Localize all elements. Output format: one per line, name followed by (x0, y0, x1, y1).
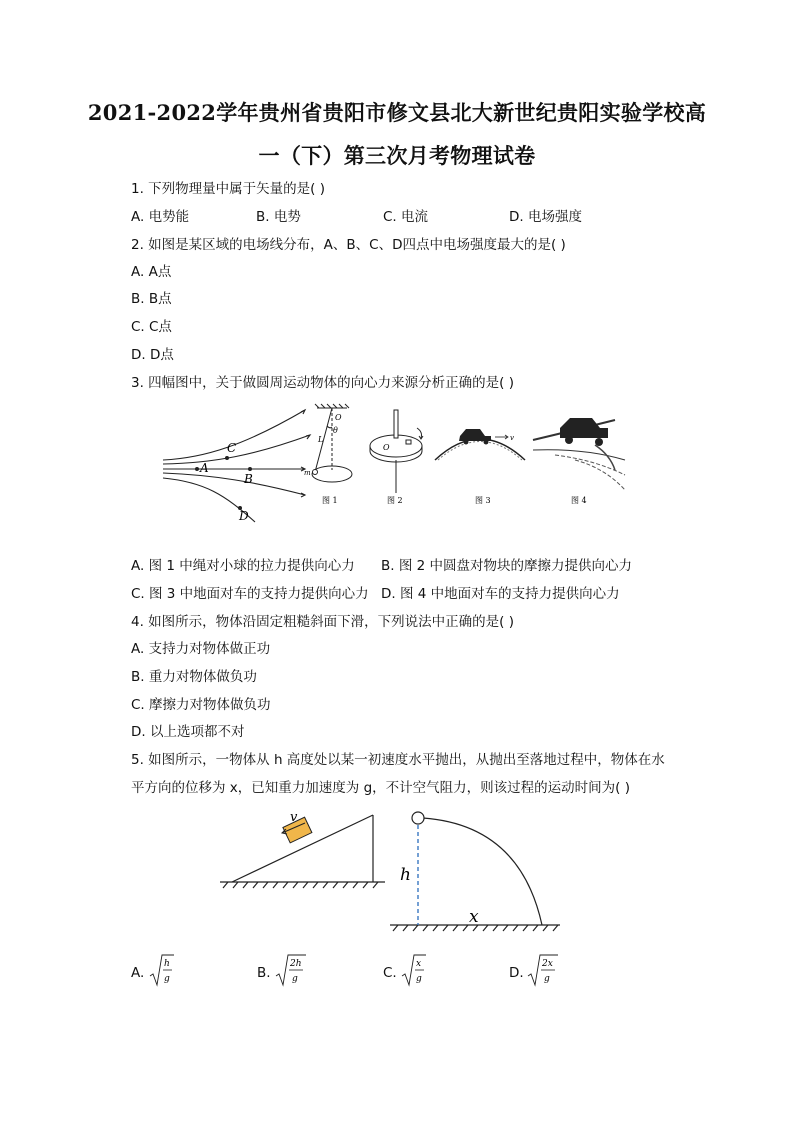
fig4-car-on-banked-road (533, 418, 625, 490)
q5-option-a-label: A. (131, 965, 145, 981)
q5-option-b-radical (276, 955, 306, 985)
q5-option-d-radical (528, 955, 558, 985)
q3-option-d: D. 图 4 中地面对车的支持力提供向心力 (381, 586, 620, 602)
incline-v-label: v (290, 810, 298, 825)
q4-option-b: B. 重力对物体做负功 (131, 669, 257, 685)
q1-option-a: A. 电势能 (131, 209, 190, 225)
sliding-block (283, 817, 312, 843)
projectile-h-label: h (400, 865, 411, 885)
point-c-label: C (227, 441, 237, 455)
fig2-rotating-disk (370, 410, 423, 493)
fig1-m-label: m (304, 469, 311, 477)
projectile-ball (412, 812, 424, 824)
point-b-label: B (244, 472, 253, 486)
q2-option-c: C. C点 (131, 319, 172, 335)
exam-title-line-2: 一（下）第三次月考物理试卷 (258, 143, 536, 168)
q5-option-c-label: C. (383, 965, 397, 981)
q1-option-b: B. 电势 (256, 209, 301, 225)
q5-option-c-numerator: x (416, 959, 422, 969)
field-lines-diagram (163, 410, 310, 522)
q2-stem: 2. 如图是某区域的电场线分布，A、B、C、D四点中电场强度最大的是( ) (131, 237, 566, 253)
q4-q5-figures (220, 805, 560, 940)
q5-stem-line-1: 5. 如图所示，一物体从 h 高度处以某一初速度水平抛出，从抛出至落地过程中，物体在水 (131, 752, 665, 768)
fig1-caption: 图 1 (322, 496, 338, 505)
q3-option-b: B. 图 2 中圆盘对物块的摩擦力提供向心力 (381, 558, 633, 574)
q5-option-d-denominator: g (544, 974, 550, 984)
fig1-o-label: O (335, 413, 342, 422)
fig2-o-label: O (383, 443, 390, 452)
fig3-caption: 图 3 (475, 496, 491, 505)
projectile-x-label: x (469, 907, 479, 927)
q5-option-b-denominator: g (292, 974, 298, 984)
q1-stem: 1. 下列物理量中属于矢量的是( ) (131, 181, 325, 197)
q4-stem: 4. 如图所示，物体沿固定粗糙斜面下滑，下列说法中正确的是( ) (131, 614, 514, 630)
q4-option-d: D. 以上选项都不对 (131, 724, 245, 740)
q2-option-d: D. D点 (131, 347, 174, 363)
fig1-theta-label: θ (333, 426, 338, 435)
q3-option-c: C. 图 3 中地面对车的支持力提供向心力 (131, 586, 369, 602)
q5-option-d-numerator: 2x (542, 959, 553, 969)
point-d-label: D (239, 509, 249, 523)
q1-option-c: C. 电流 (383, 209, 429, 225)
q3-figure-strip (155, 400, 635, 525)
q4-option-c: C. 摩擦力对物体做负功 (131, 697, 271, 713)
q5-option-b-numerator: 2h (290, 959, 302, 969)
q5-option-c-radical (402, 955, 426, 985)
q2-option-a: A. A点 (131, 264, 172, 280)
q5-radical-expressions (148, 951, 588, 991)
q5-stem-line-2: 平方向的位移为 x，已知重力加速度为 g，不计空气阻力，则该过程的运动时间为( ) (131, 780, 630, 796)
fig4-caption: 图 4 (571, 496, 587, 505)
q5-option-a-numerator: h (164, 959, 170, 969)
q1-option-d: D. 电场强度 (509, 209, 582, 225)
q3-option-a: A. 图 1 中绳对小球的拉力提供向心力 (131, 558, 355, 574)
q5-option-a-denominator: g (164, 974, 170, 984)
fig1-l-label: L (318, 435, 324, 444)
fig3-v-label: v (510, 434, 514, 442)
q3-stem: 3. 四幅图中，关于做圆周运动物体的向心力来源分析正确的是( ) (131, 375, 514, 391)
q2-option-b: B. B点 (131, 291, 172, 307)
point-c-dot (225, 456, 229, 460)
point-b-dot (248, 467, 252, 471)
q5-option-a-radical (150, 955, 174, 985)
point-a-dot (195, 467, 199, 471)
point-a-label: A (200, 461, 209, 475)
q4-option-a: A. 支持力对物体做正功 (131, 641, 271, 657)
fig1-ball (313, 470, 318, 475)
exam-title-line-1: 2021-2022学年贵州省贵阳市修文县北大新世纪贵阳实验学校高 (87, 100, 707, 125)
q5-option-c-denominator: g (416, 974, 422, 984)
q5-option-d-label: D. (509, 965, 524, 981)
fig2-caption: 图 2 (387, 496, 403, 505)
q5-option-b-label: B. (257, 965, 271, 981)
